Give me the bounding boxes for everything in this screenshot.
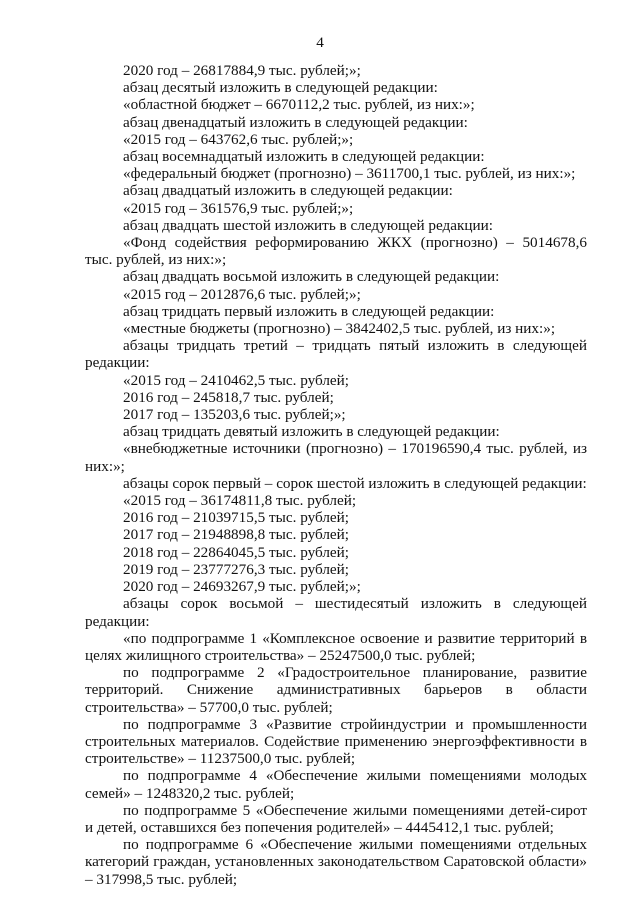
paragraph: «областной бюджет – 6670112,2 тыс. рублей, из них:»; <box>123 96 475 114</box>
paragraph: «2015 год – 361576,9 тыс. рублей;»; <box>123 199 354 217</box>
paragraph: 2017 год – 21948898,8 тыс. рублей; <box>123 526 350 544</box>
paragraph: «внебюджетные источники (прогнозно) – 170196590,4 тыс. рублей, из них:»; <box>85 440 587 475</box>
paragraph: абзац восемнадцатый изложить в следующей редакции: <box>123 148 485 166</box>
paragraph: «федеральный бюджет (прогнозно) – 3611700,1 тыс. рублей, из них:»; <box>123 165 576 183</box>
paragraph: по подпрограмме 4 «Обеспечение жилыми помещениями молодых семей» – 1248320,2 тыс. рублей; <box>85 767 587 802</box>
paragraph: по подпрограмме 5 «Обеспечение жилыми помещениями детей-сирот и детей, оставшихся без попечения родителей» – 4445412,1 тыс. рублей; <box>85 801 587 836</box>
paragraph: «2015 год – 2410462,5 тыс. рублей; <box>123 371 350 389</box>
paragraph: 2019 год – 23777276,3 тыс. рублей; <box>123 560 350 578</box>
page-number: 4 <box>316 34 324 51</box>
paragraph: «2015 год – 36174811,8 тыс. рублей; <box>123 492 357 510</box>
paragraph: абзац двадцатый изложить в следующей редакции: <box>123 182 453 200</box>
paragraph: абзац тридцать первый изложить в следующей редакции: <box>123 302 495 320</box>
paragraph: 2020 год – 24693267,9 тыс. рублей;»; <box>123 578 361 596</box>
paragraph: «2015 год – 2012876,6 тыс. рублей;»; <box>123 285 361 303</box>
paragraph: «местные бюджеты (прогнозно) – 3842402,5 тыс. рублей, из них:»; <box>123 320 556 338</box>
paragraph: по подпрограмме 3 «Развитие стройиндустрии и промышленности строительных материалов. Содействие применению энергоэффективности в строительстве» – 11237500,0 тыс. рублей; <box>85 715 587 768</box>
paragraph: по подпрограмме 2 «Градостроительное планирование, развитие территорий. Снижение административных барьеров в области строительства» – 57700,0 тыс. рублей; <box>85 664 587 716</box>
paragraph: абзац двадцать восьмой изложить в следующей редакции: <box>123 268 500 286</box>
paragraph: 2020 год – 26817884,9 тыс. рублей;»; <box>123 62 361 79</box>
paragraph: 2018 год – 22864045,5 тыс. рублей; <box>123 543 350 561</box>
paragraph: абзацы сорок восьмой – шестидесятый изложить в следующей редакции: <box>85 595 587 630</box>
paragraph: по подпрограмме 6 «Обеспечение жилыми помещениями отдельных категорий граждан, установленных законодательством Саратовской области» – 317998,5 тыс. рублей; <box>85 836 587 888</box>
paragraph: абзац двенадцатый изложить в следующей редакции: <box>123 113 468 131</box>
paragraph: абзацы сорок первый – сорок шестой изложить в следующей редакции: <box>123 474 587 492</box>
paragraph: абзац двадцать шестой изложить в следующей редакции: <box>123 216 493 234</box>
paragraph: абзац тридцать девятый изложить в следующей редакции: <box>123 423 500 441</box>
paragraph: «2015 год – 643762,6 тыс. рублей;»; <box>123 130 354 148</box>
paragraph: «по подпрограмме 1 «Комплексное освоение и развитие территорий в целях жилищного строительства» – 25247500,0 тыс. рублей; <box>85 629 587 664</box>
paragraph: «Фонд содействия реформированию ЖКХ (прогнозно) – 5014678,6 тыс. рублей, из них:»; <box>85 234 587 269</box>
paragraph: 2016 год – 21039715,5 тыс. рублей; <box>123 509 350 527</box>
paragraph: абзацы тридцать третий – тридцать пятый изложить в следующей редакции: <box>85 337 587 372</box>
paragraph: абзац десятый изложить в следующей редакции: <box>123 79 438 97</box>
paragraph: 2017 год – 135203,6 тыс. рублей;»; <box>123 406 346 424</box>
document-body <box>85 62 587 888</box>
paragraph: 2016 год – 245818,7 тыс. рублей; <box>123 388 334 406</box>
